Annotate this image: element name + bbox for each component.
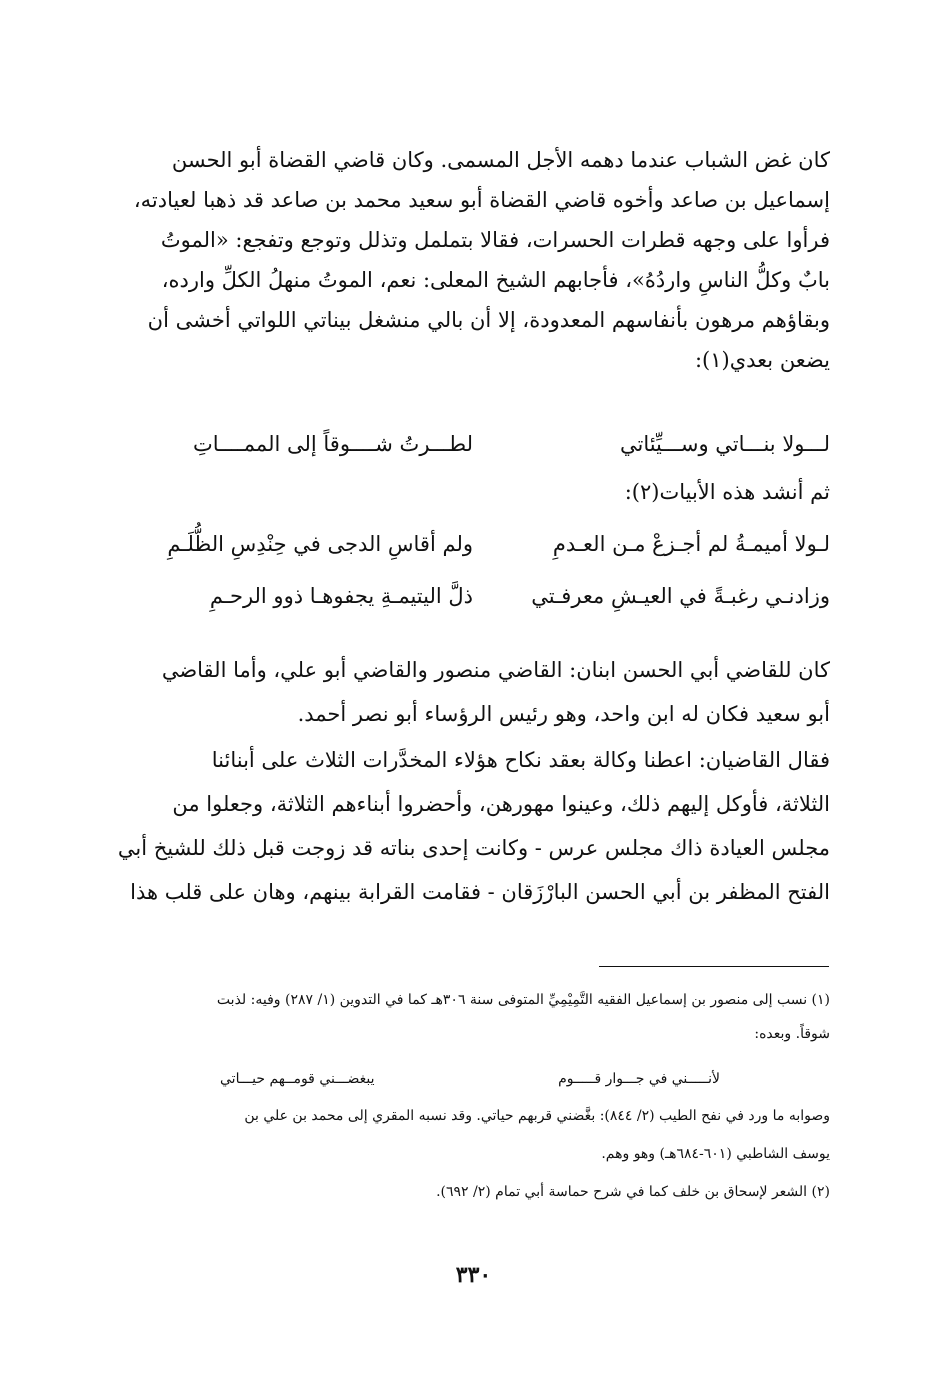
paragraph-3	[118, 738, 830, 914]
footnote-2: (٢) الشعر لإسحاق بن خلف كما في شرح حماسة أبي تمام (٢/ ٦٩٢).	[436, 1184, 830, 1200]
paragraph-line: فقال القاضيان: اعطنا وكالة بعقد نكاح هؤلاء المخدَّرات الثلاث على أبنائنا	[211, 748, 830, 772]
paragraph-line: بابٌ وكلُّ الناسِ واردُهُ»، فأجابهم الشيخ المعلى: نعم، الموتُ منهلُ الكلِّ وارده،	[161, 268, 830, 292]
paragraph-2	[118, 648, 830, 736]
footnote-verse-second-hemistich: يبغضـــني قومــهم حيـــاتي	[220, 1071, 375, 1087]
verses-intro: ثم أنشد هذه الأبيات(٢):	[624, 480, 830, 504]
footnote-verse-first-hemistich: لأنـــــني في جـــوار قـــــوم	[558, 1071, 720, 1087]
paragraph-line: فرأوا على وجهه قطرات الحسرات، فقالا بتململ وتذلل وتوجع وتفجع: «الموتُ	[160, 228, 830, 252]
verse-1	[118, 422, 830, 466]
paragraph-line: وبقاؤهم مرهون بأنفاسهم المعدودة، إلا أن بالي منشغل بيناتي اللواتي أخشى أن	[147, 308, 830, 332]
page-number: ٣٣٠	[455, 1262, 492, 1288]
footnote-1-line-3: وصوابه ما ورد في نفح الطيب (٢/ ٨٤٤): بغَّضني قربهم حياتي. وقد نسبه المقري إلى محمد بن علي بن	[244, 1108, 830, 1124]
verse-first-hemistich: وزادنـي رغبـةً في العيـشِ معرفـتي	[531, 584, 830, 608]
footnote-1-line-1: (١) نسب إلى منصور بن إسماعيل الفقيه التَّمِيْمِيِّ المتوفى سنة ٣٠٦هـ كما في التدوين (١/ ٢٨٧) وفيه: لذبت	[216, 992, 830, 1008]
footnote-1-line-4: يوسف الشاطبي (٦٠١-٦٨٤هـ) وهو وهم.	[601, 1146, 830, 1162]
verse-first-hemistich: لـولا أميمـةُ لم أجـزعْ مـن العـدمِ	[552, 532, 830, 556]
paragraph-line: يضعن بعدي(١):	[694, 348, 830, 372]
paragraph-line: أبو سعيد فكان له ابن واحد، وهو رئيس الرؤساء أبو نصر أحمد.	[297, 702, 830, 726]
paragraph-line: إسماعيل بن صاعد وأخوه قاضي القضاة أبو سعيد محمد بن صاعد قد ذهبا لعيادته،	[133, 188, 830, 212]
verse-second-hemistich: لطـــرتُ شــــوقاً إلى الممــــاتِ	[193, 432, 473, 456]
paragraph-line: الفتح المظفر بن أبي الحسن البارْزَقان - فقامت القرابة بينهم، وهان على قلب هذا	[130, 880, 830, 904]
verse-2	[118, 522, 830, 566]
verse-3	[118, 574, 830, 618]
paragraph-1	[118, 140, 830, 380]
footnote-divider	[599, 966, 829, 967]
verse-second-hemistich: ذلَّ اليتيمـةِ يجفوهـا ذوو الرحـمِ	[209, 584, 473, 608]
paragraph-line: كان غض الشباب عندما دهمه الأجل المسمى. وكان قاضي القضاة أبو الحسن	[171, 148, 830, 172]
paragraph-line: مجلس العيادة ذاك مجلس عرس - وكانت إحدى بناته قد زوجت قبل ذلك للشيخ أبي	[118, 836, 830, 860]
verse-first-hemistich: لـــولا بنـــاتي وســـيِّئاتي	[619, 432, 830, 456]
verse-second-hemistich: ولم أقاسِ الدجى في حِنْدِسِ الظُّلَـمِ	[167, 532, 473, 556]
footnote-verse	[220, 1064, 720, 1094]
paragraph-line: كان للقاضي أبي الحسن ابنان: القاضي منصور والقاضي أبو علي، وأما القاضي	[161, 658, 830, 682]
footnote-1-line-2: شوقاً. وبعده:	[754, 1026, 830, 1042]
paragraph-line: الثلاثة، فأوكل إليهم ذلك، وعينوا مهورهن، وأحضروا أبناءهم الثلاثة، وجعلوا من	[172, 792, 830, 816]
